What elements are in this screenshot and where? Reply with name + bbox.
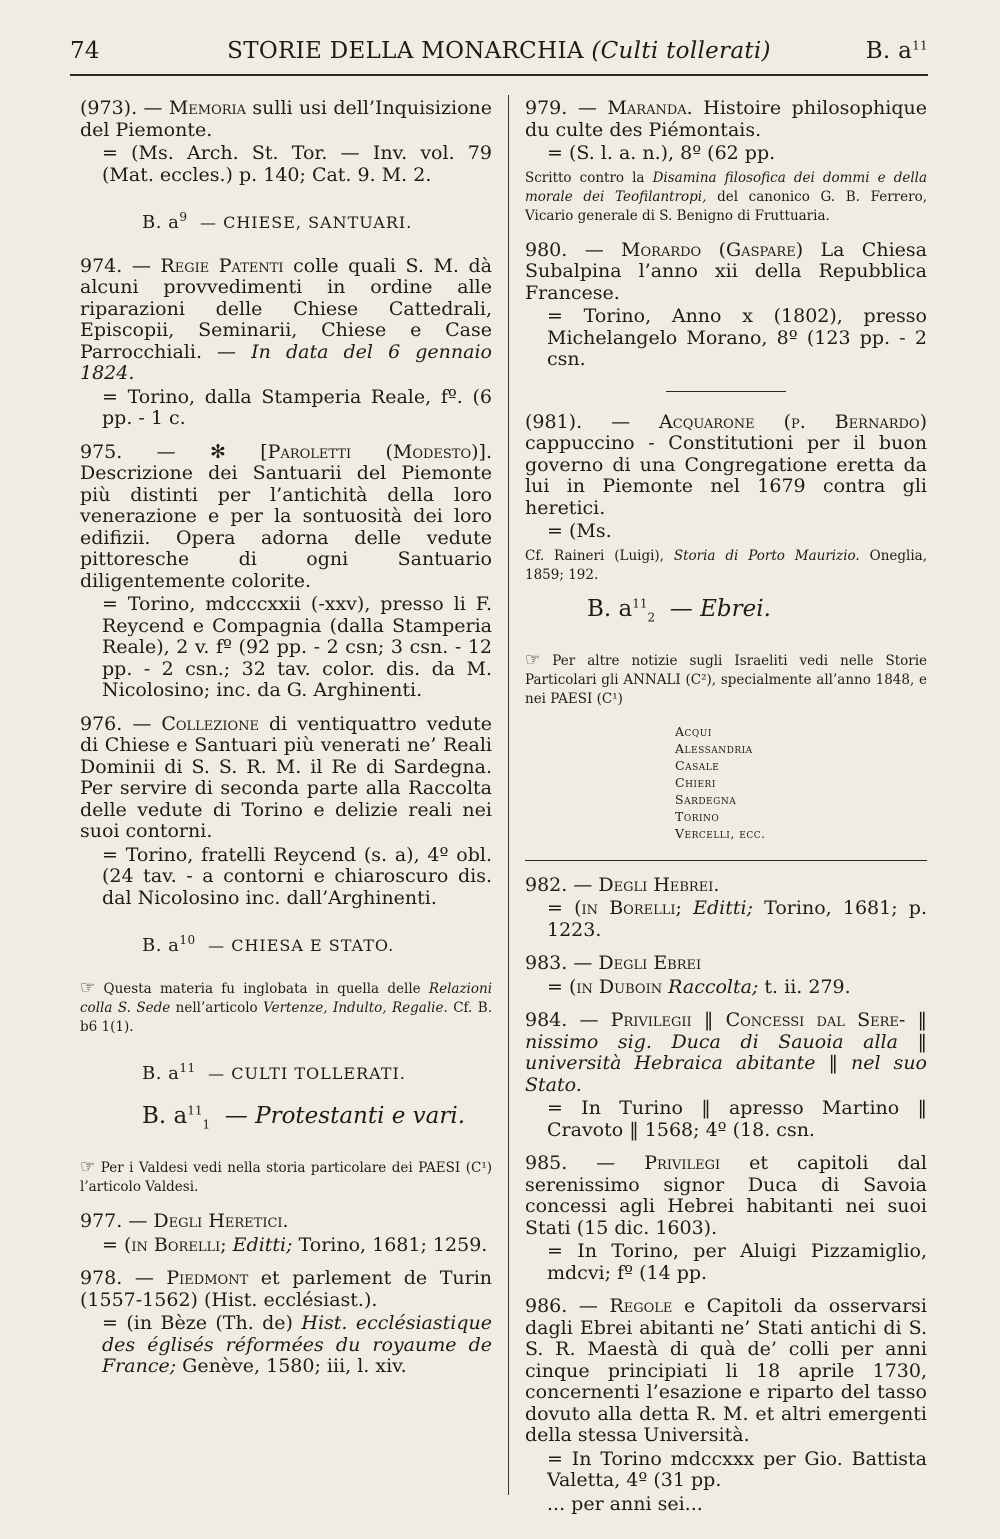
- subsection-heading-11-2: B. $a^{11}_2$ — Ebrei.: [587, 595, 771, 625]
- column-divider: [508, 95, 509, 1495]
- entry-980: 980. — Morardo (Gaspare) La Chiesa Subalpina l’anno xii della Repubblica Francese. = Torino, Anno x (1802), presso Michelangelo Morano, 8º (123 pp. - 2 csn.: [525, 238, 927, 370]
- section-heading-11: B. $a^{11}$ — CULTI TOLLERATI.: [142, 1060, 406, 1084]
- entry-983: 983. — Degli Ebrei = (in Duboin Raccolta; t. ii. 279.: [525, 952, 851, 998]
- separator-rule: [666, 391, 786, 392]
- list-item: Alessandria: [675, 740, 753, 756]
- note-11-1: ☞ Per i Valdesi vedi nella storia particolare dei PAESI (C¹) l’articolo Valdesi.: [80, 1157, 492, 1196]
- list-item: Torino: [675, 808, 720, 824]
- list-item: Sardegna: [675, 791, 737, 807]
- pointing-hand-icon: ☞: [80, 1157, 96, 1178]
- page-header: [70, 38, 928, 76]
- left-column: [80, 98, 492, 1390]
- city-list: [675, 723, 927, 842]
- section-marker: B. $a^{11}$: [865, 38, 928, 64]
- page-number: 74: [70, 38, 100, 64]
- section-heading-9: B. $a^9$ — CHIESE, SANTUARI.: [142, 210, 413, 233]
- subsection-heading-11-1: B. $a^{11}_1$ — Protestanti e vari.: [142, 1103, 466, 1132]
- note-10: ☞ Questa materia fu inglobata in quella delle Relazioni colla S. Sede nell’articolo Vertenze, Indulto, Regalie. Cf. B. b6 1(1).: [80, 977, 493, 1035]
- entry-975: 975. — ✻ [Paroletti (Modesto)]. Descrizione dei Santuarii del Piemonte più distinti per l’antichità della loro venerazione e per la sontuosità dei loro edifizii. Opera adorna delle vedute pittoresche di ogni Santuario diligentemente colorite. = Torino, mdcccxxii (-xxv), presso li F. Reycend e Compagnia (dalla Stamperia Reale), 2 v. fº (92 pp. - 2 csn; 3 csn. - 12 pp. - 2 csn.; 32 tav. color. dis. da M. Nicolosino; inc. da G. Arghinenti.: [80, 440, 492, 701]
- list-item: Vercelli, ecc.: [675, 825, 766, 841]
- running-title: STORIE DELLA MONARCHIA (Culti tollerati): [227, 38, 771, 64]
- entry-973: (973). — Memoria sulli usi dell’Inquisizione del Piemonte. = (Ms. Arch. St. Tor. — Inv. vol. 79 (Mat. eccles.) p. 140; Cat. 9. M. 2.: [80, 97, 492, 186]
- list-item: Acqui: [675, 723, 712, 739]
- pointing-hand-icon: ☞: [525, 649, 541, 670]
- entry-986: 986. — Regole e Capitoli da osservarsi dagli Ebrei abitanti ne’ Stati antichi di S. S. R. Maestà di quà de’ colli per anni cinque principiati li 18 aprile 1730, concernenti l’esazione e riparto del tasso dovuto alla detta R. M. et altri emergenti della stessa Università. = In Torino mdccxxx per Gio. Battista Valetta, 4º (31 pp. ... per anni sei...: [525, 1295, 928, 1515]
- entry-978: 978. — Piedmont et parlement de Turin (1557-1562) (Hist. ecclésiast.). = (in Bèze (Th. de) Hist. ecclésiastique des églisés réformées du royaume de France; Genève, 1580; iii, l. xiv.: [80, 1267, 493, 1378]
- section-heading-10: B. $a^{10}$ — CHIESA E STATO.: [142, 933, 395, 956]
- list-item: Casale: [675, 757, 720, 773]
- entry-979: 979. — Maranda. Histoire philosophique du culte des Piémontais. = (S. l. a. n.), 8º (62 pp. Scritto contro la Disamina filosofica dei dommi e della morale dei Teofilantropi, del canonico G. B. Ferrero, Vicario generale di S. Benigno di Fruttuaria.: [525, 97, 928, 224]
- list-item: Chieri: [675, 774, 716, 790]
- entry-984: 984. — Privilegii ‖ Concessi dal Sere- ‖ nissimo sig. Duca di Sauoia alla ‖ università Hebraica abitante ‖ nel suo Stato. = In Turino ‖ apresso Martino ‖ Cravoto ‖ 1568; 4º (18. csn.: [525, 1009, 927, 1141]
- entry-976: 976. — Collezione di ventiquattro vedute di Chiese e Santuari più venerati ne’ Reali Dominii di S. S. R. M. il Re di Sardegna. Per servire di seconda parte alla Raccolta delle vedute di Torino e delizie reali nei suoi contorni. = Torino, fratelli Reycend (s. a), 4º obl. (24 tav. - a contorni e chiaroscuro dis. dal Nicolosino inc. dall’Arghinenti.: [80, 712, 492, 909]
- entry-982: 982. — Degli Hebrei. = (in Borelli; Editti; Torino, 1681; p. 1223.: [525, 873, 927, 941]
- separator-rule: [525, 860, 927, 861]
- entry-977: 977. — Degli Heretici. = (in Borelli; Editti; Torino, 1681; 1259.: [80, 1210, 488, 1256]
- entry-974: 974. — Regie Patenti colle quali S. M. dà alcuni provvedimenti in ordine alle riparazioni delle Chiese Cattedrali, Episcopii, Seminarii, Chiese e Case Parrocchiali. — In data del 6 gennaio 1824. = Torino, dalla Stamperia Reale, fº. (6 pp. - 1 c.: [80, 254, 492, 429]
- entry-981: (981). — Acquarone (p. Bernardo) cappuccino - Constitutioni per il buon governo di una Congregatione eretta da lui in Piemonte nel 1679 contra gli heretici. = (Ms. Cf. Raineri (Luigi), Storia di Porto Maurizio. Oneglia, 1859; 192.: [525, 410, 927, 583]
- entry-985: 985. — Privilegi et capitoli dal serenissimo signor Duca di Savoia concessi agli Hebrei habitanti nei suoi Stati (15 dic. 1603). = In Torino, per Aluigi Pizzamiglio, mdcvi; fº (14 pp.: [525, 1152, 927, 1284]
- pointing-hand-icon: ☞: [80, 977, 96, 998]
- note-11-2: ☞ Per altre notizie sugli Israeliti vedi nelle Storie Particolari gli ANNALI (C²), specialmente all’anno 1848, e nei PAESI (C¹): [525, 649, 928, 707]
- right-column: [525, 98, 927, 1527]
